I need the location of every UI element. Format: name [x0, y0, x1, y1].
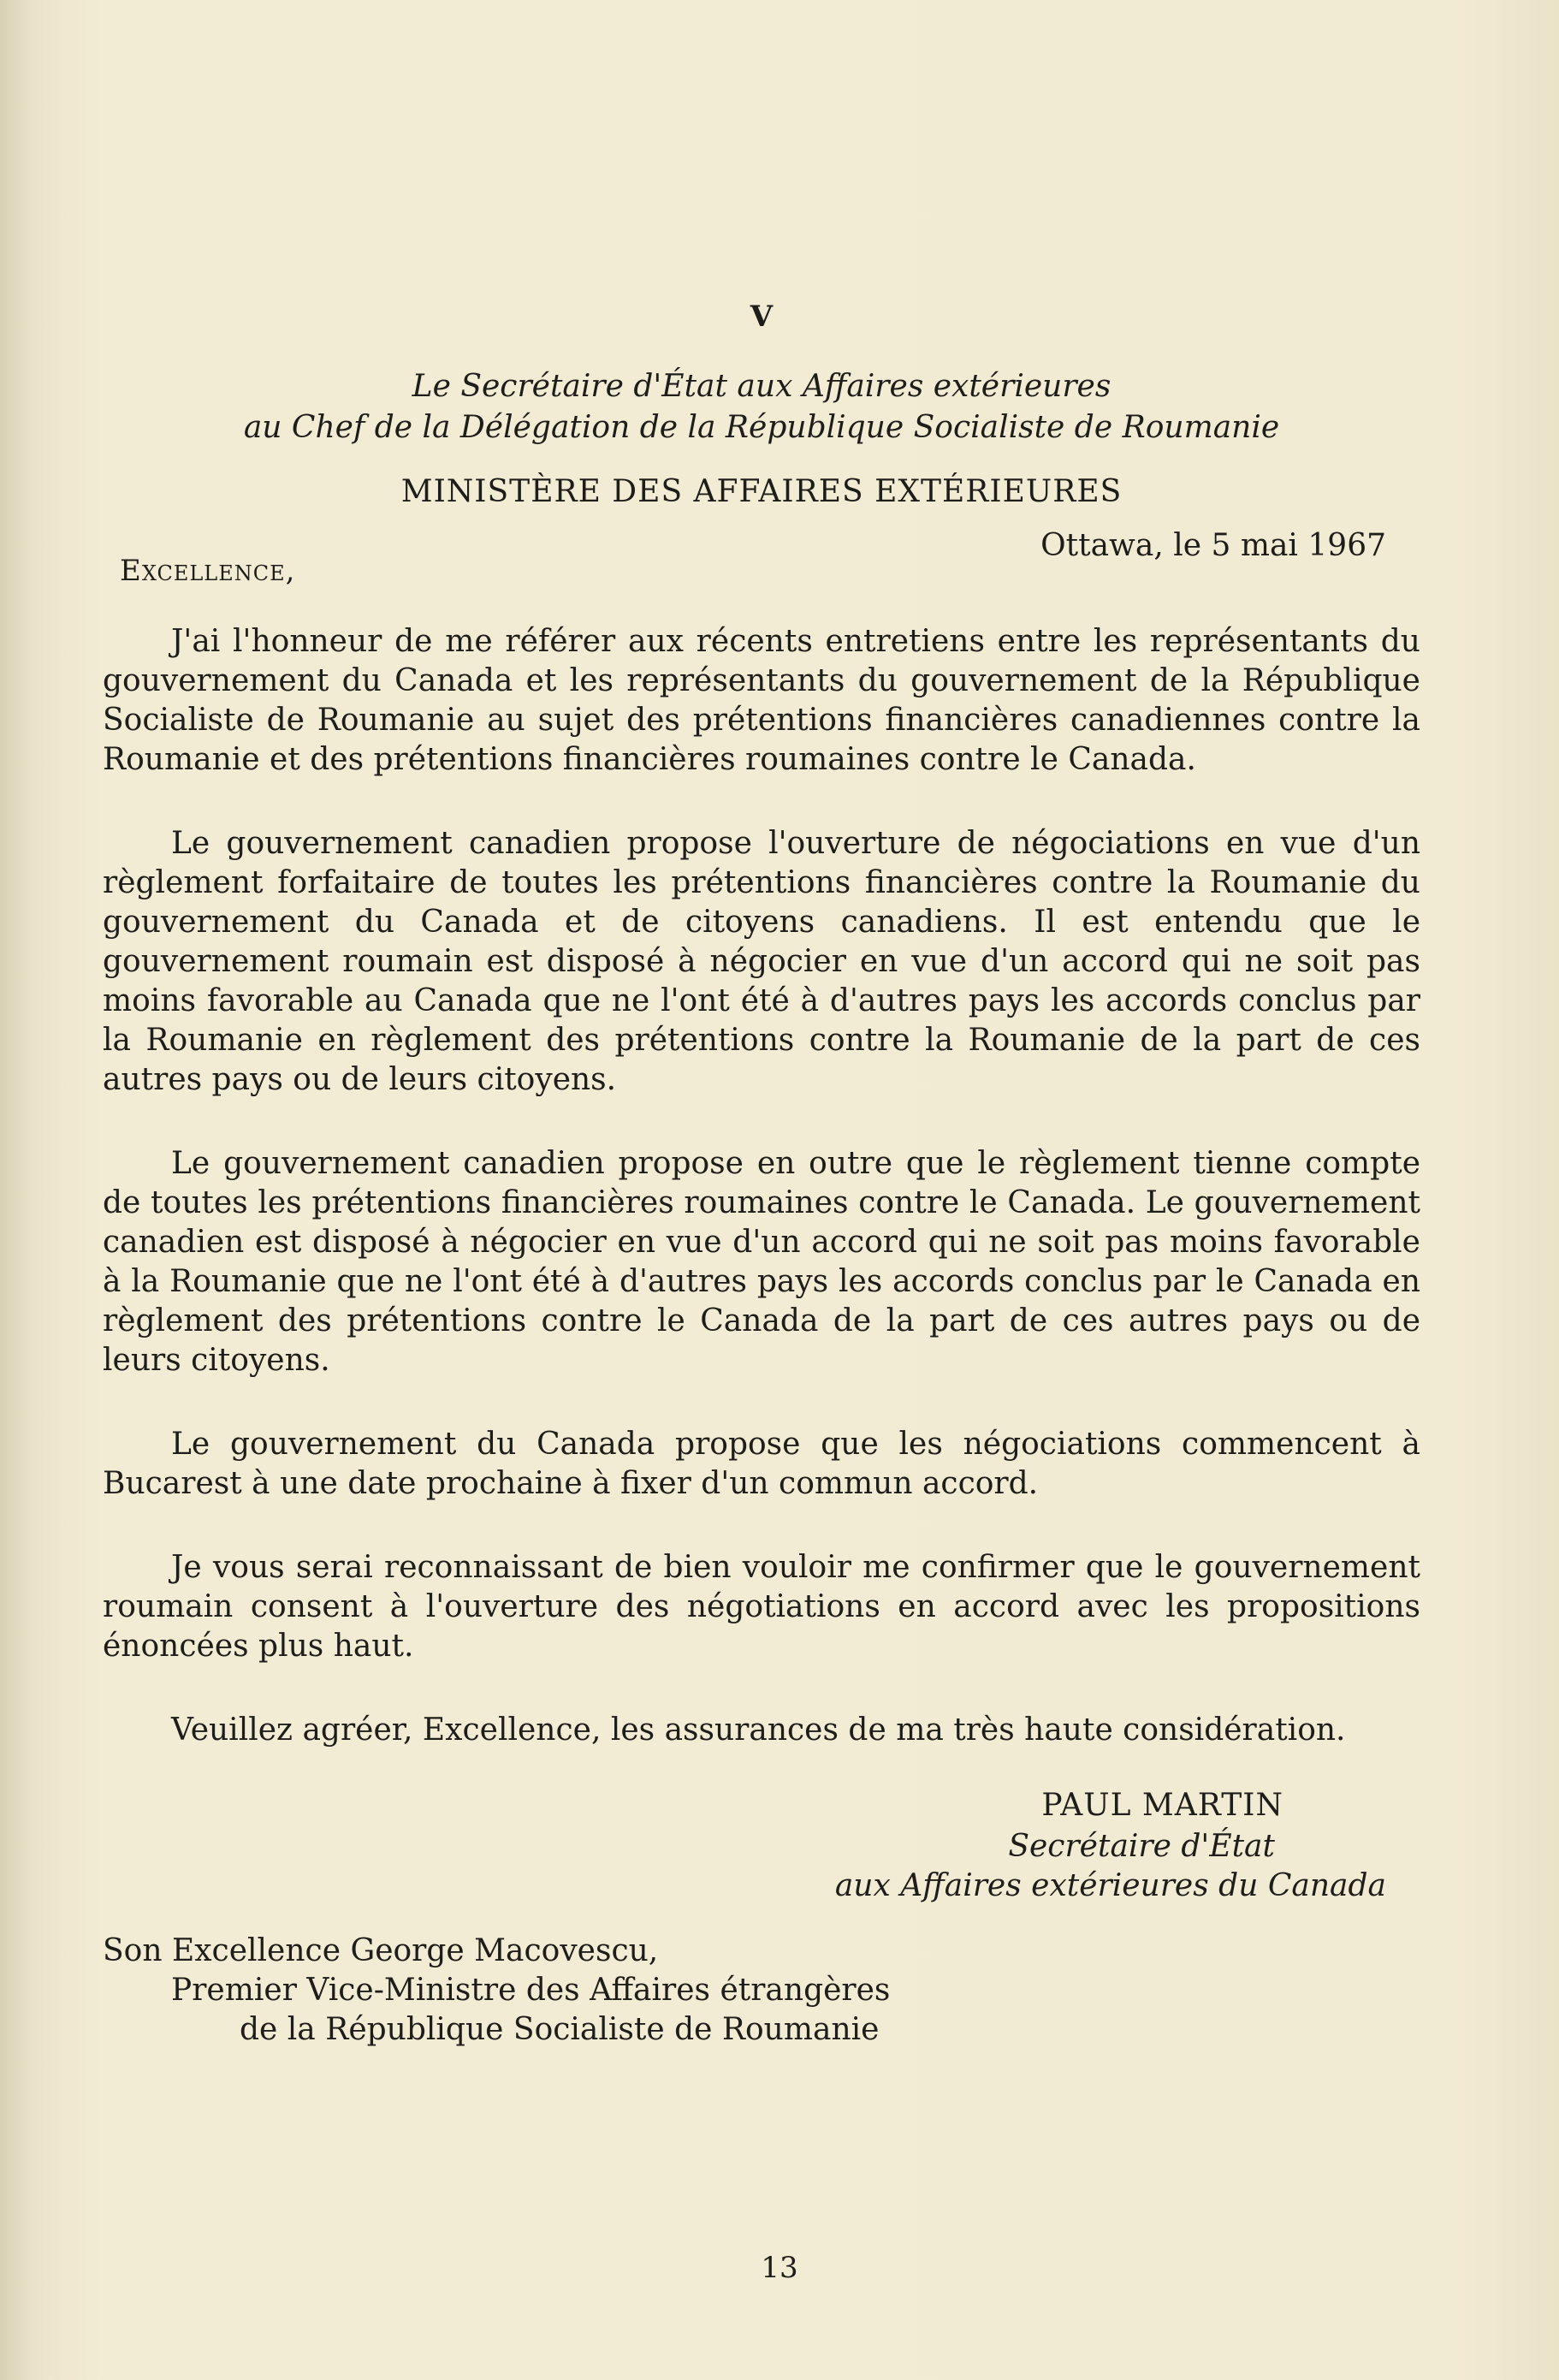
paragraph-3: Le gouvernement canadien propose en outre que le règlement tienne compte de toutes les prétentions financières roumaines contre le Canada. Le gouvernement canadien est disposé à négocier en vue d'un accord qui ne soit pas moins favorable à la Roumanie que ne l'ont été à d'autres pays les accords conclus par le Canada en règlement des prétentions contre le Canada de la part de ces autres pays ou de leurs citoyens. — [103, 1146, 1420, 1378]
signatory-title-2: aux Affaires extérieures du Canada — [834, 1868, 1386, 1903]
ministry-heading: MINISTÈRE DES AFFAIRES EXTÉRIEURES — [400, 474, 1123, 509]
address-line-1: Le Secrétaire d'État aux Affaires extérieures — [412, 369, 1111, 404]
paragraph-5: Je vous serai reconnaissant de bien vouloir me confirmer que le gouvernement roumain consent à l'ouverture des négotiations en accord avec les propositions énoncées plus haut. — [103, 1550, 1420, 1664]
page-number: 13 — [761, 2251, 798, 2285]
signatory-title-1: Secrétaire d'État — [1008, 1829, 1275, 1864]
paragraph-1: J'ai l'honneur de me référer aux récents entretiens entre les représentants du gouvernement du Canada et les représentants du gouvernement de la République Socialiste de Roumanie au sujet des prétentions financières canadiennes contre la Roumanie et des prétentions financières roumaines contre le Canada. — [103, 624, 1420, 777]
signature-block — [103, 1784, 1420, 1906]
letter-content — [103, 300, 1420, 2050]
recipient-line-1: Son Excellence George Macovescu, — [103, 1933, 659, 1968]
salutation: Excellence, — [120, 554, 296, 588]
closing-formula: Veuillez agréer, Excellence, les assurances de ma très haute considération. — [171, 1712, 1346, 1748]
paragraph-4: Le gouvernement du Canada propose que les négociations commencent à Bucarest à une date prochaine à fixer d'un commun accord. — [103, 1427, 1420, 1501]
recipient-line-3: de la République Socialiste de Roumanie — [240, 2012, 880, 2047]
address-header — [103, 366, 1420, 448]
section-numeral: V — [750, 300, 774, 334]
paragraph-2: Le gouvernement canadien propose l'ouverture de négociations en vue d'un règlement forfaitaire de toutes les prétentions financières contre la Roumanie du gouvernement du Canada et de citoyens canadiens. Il est entendu que le gouvernement roumain est disposé à négocier en vue d'un accord qui ne soit pas moins favorable au Canada que ne l'ont été à d'autres pays les accords conclus par la Roumanie en règlement des prétentions contre la Roumanie de la part de ces autres pays ou de leurs citoyens. — [103, 826, 1420, 1097]
letter-date: Ottawa, le 5 mai 1967 — [1040, 528, 1386, 563]
address-line-2: au Chef de la Délégation de la République Socialiste de Roumanie — [243, 410, 1280, 445]
signatory-name: PAUL MARTIN — [1041, 1788, 1283, 1823]
recipient-block — [103, 1932, 1420, 2050]
recipient-line-2: Premier Vice-Ministre des Affaires étrangères — [171, 1973, 891, 2008]
dateline — [103, 528, 1420, 588]
